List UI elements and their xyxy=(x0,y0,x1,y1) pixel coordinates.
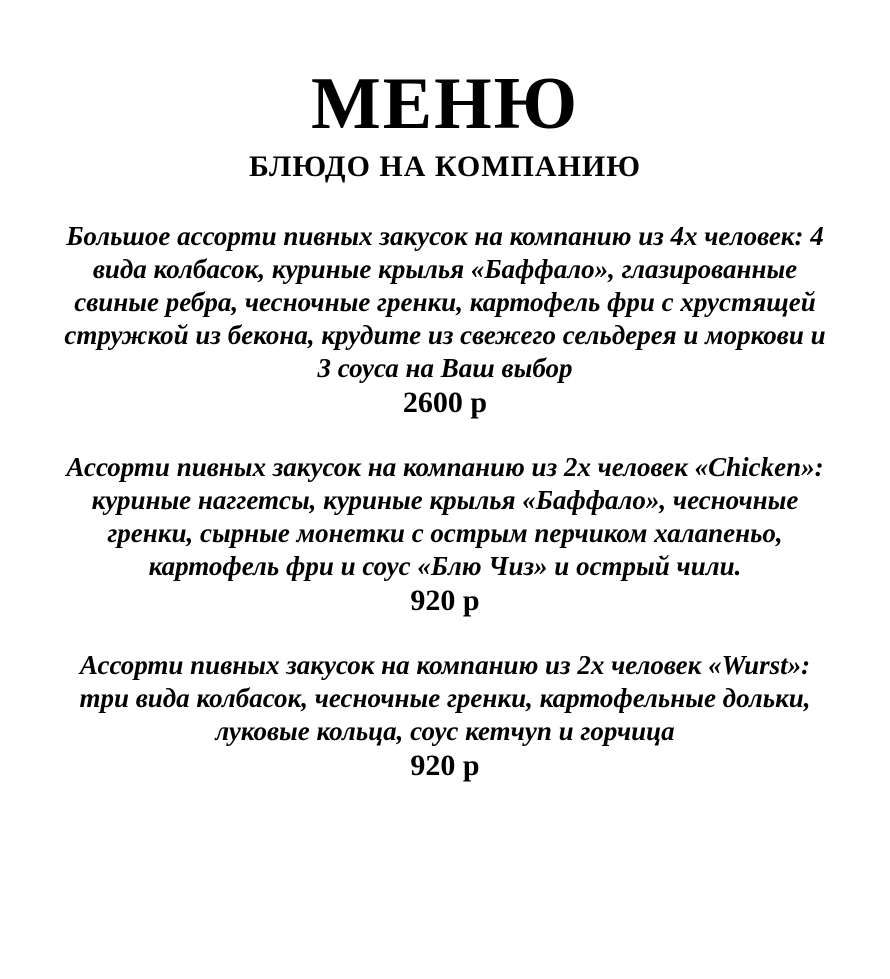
description-line: стружкой из бекона, крудите из свежего сельдерея и моркови и xyxy=(64,320,826,350)
description-line: Ассорти пивных закусок на компанию из 2х человек «Wurst»: xyxy=(79,650,811,680)
description-line: луковые кольца, соус кетчуп и горчица xyxy=(215,716,675,746)
menu-item-wurst-assorted xyxy=(35,649,855,784)
description-line: гренки, сырные монетки с острым перчиком халапеньо, xyxy=(107,518,783,548)
menu-item-description xyxy=(35,220,855,385)
menu-list xyxy=(0,220,890,784)
menu-item-chicken-assorted xyxy=(35,451,855,619)
menu-item-description xyxy=(35,451,855,583)
page-title: МЕНЮ xyxy=(310,63,580,145)
menu-item-price: 2600 р xyxy=(402,386,488,419)
description-line: 3 соуса на Ваш выбор xyxy=(317,353,573,383)
description-line: картофель фри и соус «Блю Чиз» и острый чили. xyxy=(148,551,742,581)
description-line: Большое ассорти пивных закусок на компанию из 4х человек: 4 xyxy=(66,221,824,251)
menu-item-description xyxy=(35,649,855,748)
description-line: три вида колбасок, чесночные гренки, картофельные дольки, xyxy=(79,683,811,713)
menu-item-large-assorted xyxy=(35,220,855,421)
description-line: Ассорти пивных закусок на компанию из 2х человек «Chicken»: xyxy=(66,452,824,482)
page-subtitle: БЛЮДО НА КОМПАНИЮ xyxy=(248,150,642,183)
menu-item-price: 920 р xyxy=(410,749,480,782)
description-line: куриные наггетсы, куриные крылья «Баффало», чесночные xyxy=(91,485,799,515)
description-line: свиные ребра, чесночные гренки, картофель фри с хрустящей xyxy=(74,287,816,317)
description-line: вида колбасок, куриные крылья «Баффало», глазированные xyxy=(92,254,798,284)
menu-item-price: 920 р xyxy=(410,584,480,617)
